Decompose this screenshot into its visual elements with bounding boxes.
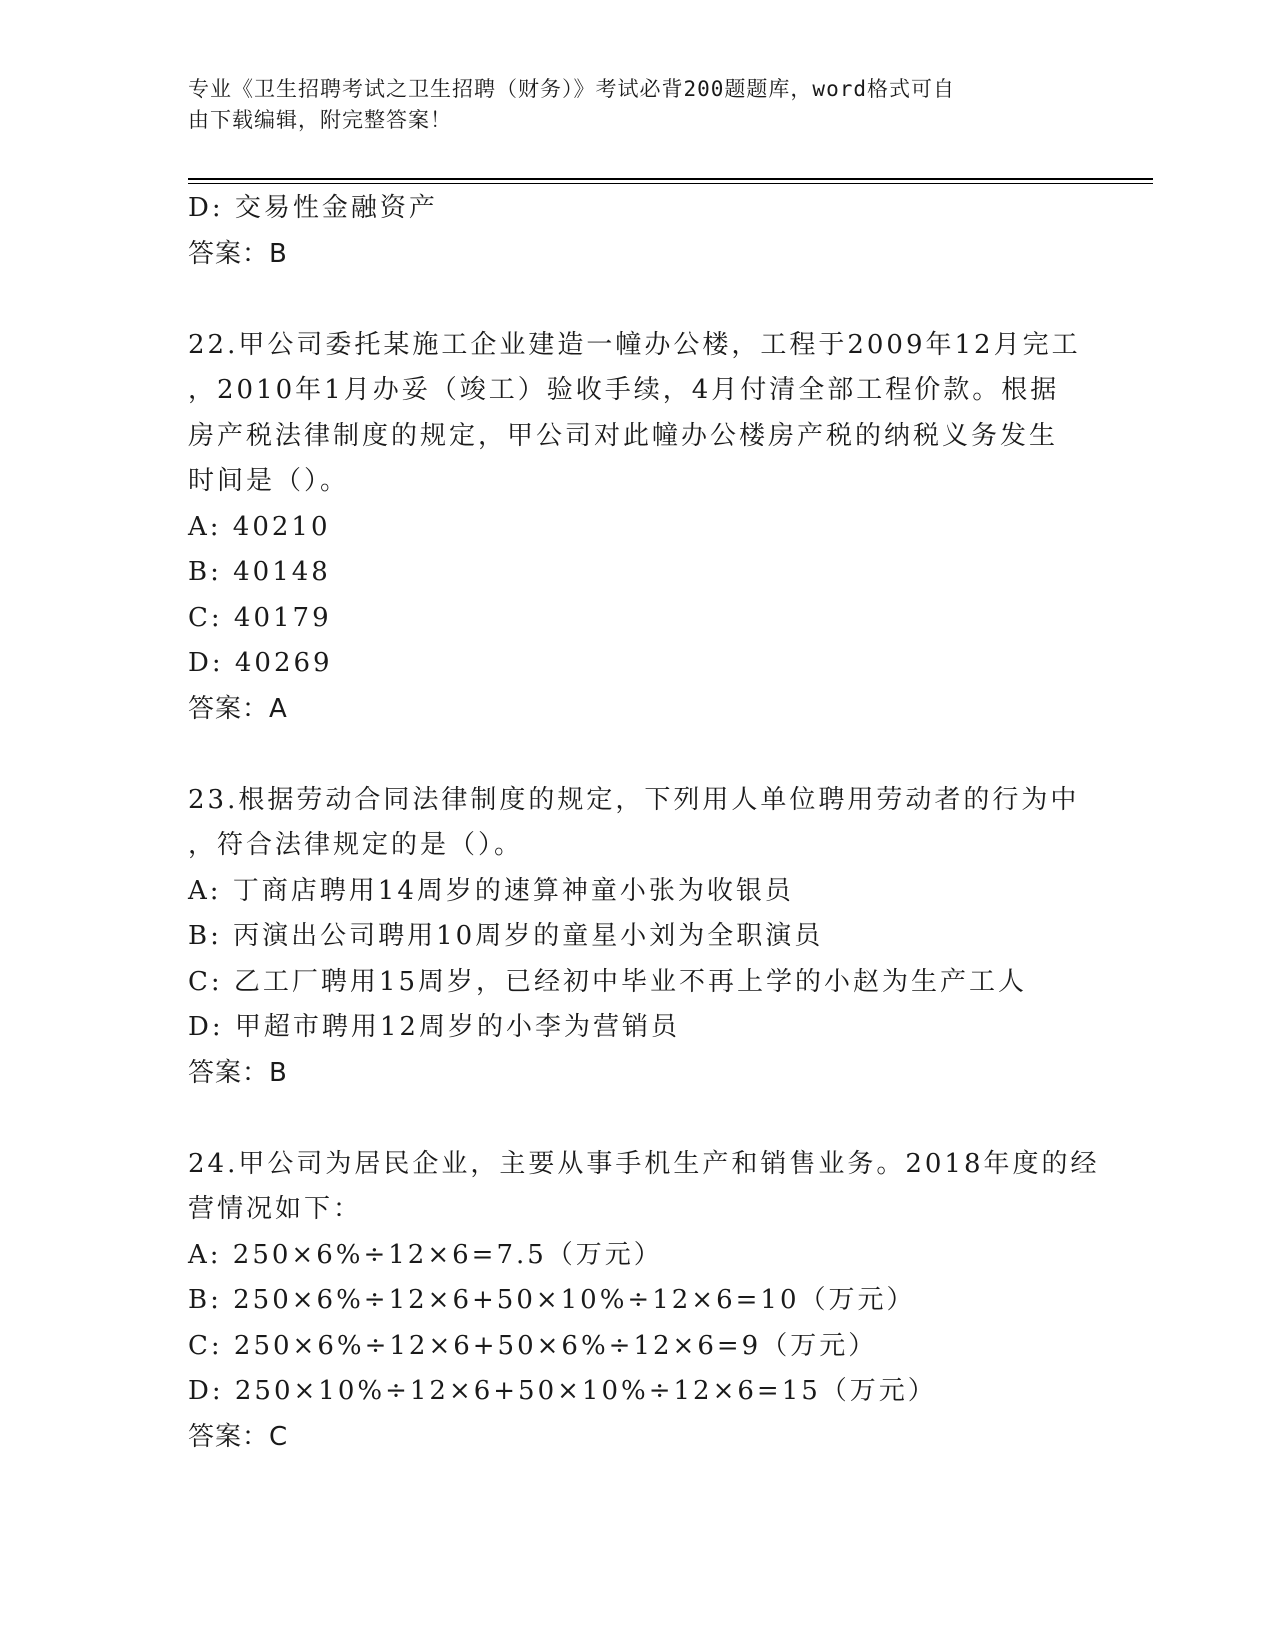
header-line-1: 专业《卫生招聘考试之卫生招聘（财务）》考试必背200题题库，word格式可自 [188, 77, 955, 101]
option-a: A: 丁商店聘用14周岁的速算神童小张为收银员 [188, 875, 794, 906]
prev-answer: 答案：B [188, 238, 288, 269]
option-b: B: 丙演出公司聘用10周岁的童星小刘为全职演员 [188, 921, 824, 951]
question-stem-line: 营情况如下： [188, 1194, 363, 1224]
answer: 答案：A [188, 693, 288, 724]
header-divider-thin [188, 183, 1153, 184]
question-stem-line: ，符合法律规定的是（）。 [188, 830, 524, 860]
option-a: A: 250×6%÷12×6=7.5（万元） [188, 1239, 663, 1270]
option-c: C: 250×6%÷12×6+50×6%÷12×6=9（万元） [188, 1330, 878, 1361]
option-b: B: 250×6%÷12×6+50×10%÷12×6=10（万元） [188, 1285, 916, 1315]
header-divider-thick [188, 178, 1153, 180]
question-stem-line: ，2010年1月办妥（竣工）验收手续，4月付清全部工程价款。根据 [188, 375, 1060, 405]
option-d: D: 250×10%÷12×6+50×10%÷12×6=15（万元） [188, 1376, 937, 1406]
prev-option-d: D: 交易性金融资产 [188, 193, 438, 223]
spacer [188, 277, 1088, 323]
spacer [188, 732, 1088, 778]
option-c: C: 40179 [188, 602, 332, 633]
answer: 答案：C [188, 1421, 289, 1452]
question-24 [188, 1142, 1100, 1233]
question-stem-line: 22.甲公司委托某施工企业建造一幢办公楼，工程于2009年12月完工 [188, 329, 1081, 360]
question-23 [188, 778, 1088, 869]
option-b: B: 40148 [188, 557, 331, 587]
question-stem-line: 时间是（）。 [188, 466, 350, 496]
question-stem-line: 房产税法律制度的规定，甲公司对此幢办公楼房产税的纳税义务发生 [188, 420, 1059, 451]
spacer [188, 1096, 1088, 1142]
answer: 答案：B [188, 1057, 288, 1088]
question-list [188, 186, 1100, 1460]
page-header [188, 74, 1078, 136]
question-stem-line: 23.根据劳动合同法律制度的规定，下列用人单位聘用劳动者的行为中 [188, 784, 1080, 815]
question-stem-line: 24.甲公司为居民企业，主要从事手机生产和销售业务。2018年度的经 [188, 1148, 1100, 1179]
option-d: D: 40269 [188, 648, 333, 678]
option-a: A: 40210 [188, 511, 331, 542]
header-line-2: 由下载编辑，附完整答案！ [188, 108, 452, 132]
question-22 [188, 323, 1088, 505]
option-c: C: 乙工厂聘用15周岁，已经初中毕业不再上学的小赵为生产工人 [188, 966, 1028, 997]
option-d: D: 甲超市聘用12周岁的小李为营销员 [188, 1012, 680, 1042]
